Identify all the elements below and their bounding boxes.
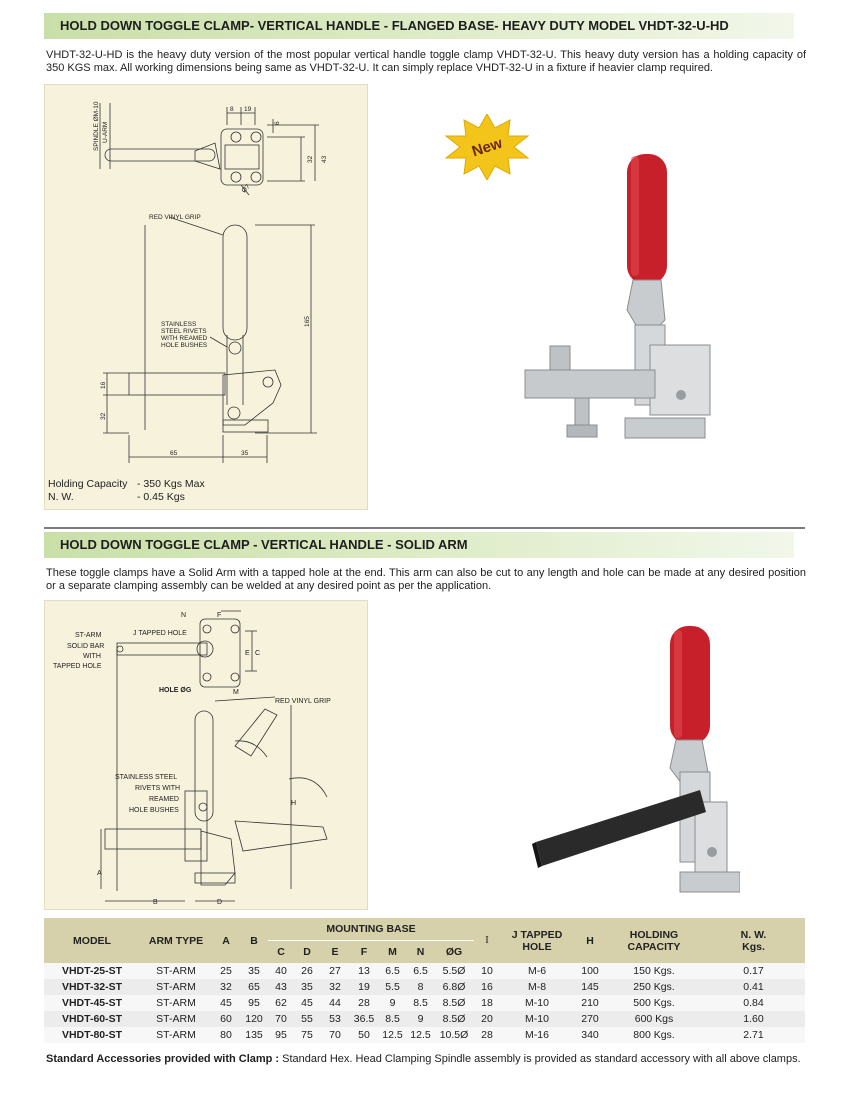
table-cell: 12.5 bbox=[378, 1027, 407, 1043]
section1-title: HOLD DOWN TOGGLE CLAMP- VERTICAL HANDLE - FLANGED BASE- HEAVY DUTY MODEL VHDT-32-U-HD bbox=[44, 13, 794, 39]
section2-title: HOLD DOWN TOGGLE CLAMP - VERTICAL HANDLE - SOLID ARM bbox=[44, 532, 794, 558]
table-cell: 600 Kgs bbox=[606, 1011, 702, 1027]
spindle-label: SPINDLE ØM-10 bbox=[93, 101, 100, 151]
table-cell: 70 bbox=[268, 1011, 294, 1027]
table-row bbox=[44, 979, 805, 995]
rivets2-label-4: HOLE BUSHES bbox=[129, 807, 179, 814]
table-cell: 32 bbox=[320, 979, 350, 995]
spec-nw-value: - 0.45 Kgs bbox=[137, 491, 185, 503]
table-cell: 10.5Ø bbox=[434, 1027, 474, 1043]
table-cell: 13 bbox=[350, 963, 378, 979]
section2-description: These toggle clamps have a Solid Arm with a tapped hole at the end. This arm can also be cut to any length and hole can be made at any desired position or a separate clamping assembly can be welded at any desired point as per the application. bbox=[46, 567, 806, 592]
label-n: N bbox=[181, 612, 187, 619]
footer-text: Standard Hex. Head Clamping Spindle assembly is provided as standard accessory with all above clamps. bbox=[279, 1053, 801, 1065]
table-cell-model: VHDT-25-ST bbox=[44, 963, 140, 979]
table-row bbox=[44, 963, 805, 979]
table-cell: 43 bbox=[268, 979, 294, 995]
red-vinyl-grip-label: RED VINYL GRIP bbox=[149, 214, 201, 221]
table-cell: 0.84 bbox=[702, 995, 805, 1011]
table-cell: 27 bbox=[320, 963, 350, 979]
dim-35: 35 bbox=[241, 450, 249, 457]
dim-43: 43 bbox=[321, 155, 328, 163]
section1-description: VHDT-32-U-HD is the heavy duty version of the most popular vertical handle toggle clamp VHDT-32-U. This heavy duty version has a holding capacity of 350 KGS max. All working dimensions being same as VHDT-32-U. It can simply replace VHDT-32-U in a fixture if heavier clamp required. bbox=[46, 49, 806, 74]
table-cell: 35 bbox=[294, 979, 320, 995]
th-h: H bbox=[574, 918, 606, 963]
th-g: ØG bbox=[434, 941, 474, 964]
table-cell: 270 bbox=[574, 1011, 606, 1027]
table-cell: 80 bbox=[212, 1027, 240, 1043]
table-cell: 6.5 bbox=[378, 963, 407, 979]
table-cell: 10 bbox=[474, 963, 500, 979]
label-d: D bbox=[217, 899, 223, 906]
dim-8: 8 bbox=[230, 106, 234, 113]
th-model: MODEL bbox=[44, 918, 140, 963]
th-m: M bbox=[378, 941, 407, 964]
th-n: N bbox=[407, 941, 434, 964]
table-cell: 28 bbox=[350, 995, 378, 1011]
table-cell: 53 bbox=[320, 1011, 350, 1027]
th-d: D bbox=[294, 941, 320, 964]
table-cell: 5.5Ø bbox=[434, 963, 474, 979]
label-b: B bbox=[153, 899, 158, 906]
table-cell: 210 bbox=[574, 995, 606, 1011]
table-cell: 8.5 bbox=[407, 995, 434, 1011]
table-row bbox=[44, 1011, 805, 1027]
table-cell: 8.5Ø bbox=[434, 1011, 474, 1027]
table-cell: 6.5 bbox=[407, 963, 434, 979]
table-cell-model: VHDT-60-ST bbox=[44, 1011, 140, 1027]
label-m: M bbox=[233, 689, 239, 696]
th-c: C bbox=[268, 941, 294, 964]
table-cell: 120 bbox=[240, 1011, 268, 1027]
th-a: A bbox=[212, 918, 240, 963]
th-cap-line2: CAPACITY bbox=[627, 940, 681, 953]
th-nw bbox=[702, 918, 805, 963]
table-cell: 100 bbox=[574, 963, 606, 979]
table-cell: 32 bbox=[212, 979, 240, 995]
table-cell: 20 bbox=[474, 1011, 500, 1027]
table-cell-model: VHDT-45-ST bbox=[44, 995, 140, 1011]
rivets2-label-2: RIVETS WITH bbox=[135, 785, 181, 792]
section2-drawing-panel bbox=[44, 600, 368, 910]
rivets2-label-1: STAINLESS STEEL bbox=[115, 774, 178, 781]
product-heavy-duty-clamp-image bbox=[515, 150, 725, 450]
table-cell: 6.8Ø bbox=[434, 979, 474, 995]
table-cell: 500 Kgs. bbox=[606, 995, 702, 1011]
th-f: F bbox=[350, 941, 378, 964]
table-cell: 36.5 bbox=[350, 1011, 378, 1027]
table-row bbox=[44, 995, 805, 1011]
table-cell: 135 bbox=[240, 1027, 268, 1043]
rivets-label-3: WITH REAMED bbox=[161, 335, 208, 342]
table-cell: 40 bbox=[268, 963, 294, 979]
table-cell: 28 bbox=[474, 1027, 500, 1043]
table-cell: 62 bbox=[268, 995, 294, 1011]
spec-holding-value: - 350 Kgs Max bbox=[137, 478, 205, 490]
table-cell: 65 bbox=[240, 979, 268, 995]
table-cell: ST-ARM bbox=[140, 979, 212, 995]
th-arm-type: ARM TYPE bbox=[140, 918, 212, 963]
solid-bar-label-3: TAPPED HOLE bbox=[53, 663, 102, 670]
table-cell: 45 bbox=[294, 995, 320, 1011]
section1-drawing-panel bbox=[44, 84, 368, 510]
standard-accessories-note bbox=[46, 1053, 806, 1066]
spec-holding-label: Holding Capacity bbox=[48, 478, 128, 490]
table-cell: 8.5 bbox=[378, 1011, 407, 1027]
dim-16: 16 bbox=[100, 381, 107, 389]
th-j-line1: J TAPPED bbox=[511, 928, 563, 941]
table-cell: 9 bbox=[378, 995, 407, 1011]
table-cell: M-6 bbox=[500, 963, 574, 979]
th-nw-line2: Kgs. bbox=[742, 940, 765, 953]
table-cell: ST-ARM bbox=[140, 963, 212, 979]
table-cell-model: VHDT-80-ST bbox=[44, 1027, 140, 1043]
table-cell: 8.5Ø bbox=[434, 995, 474, 1011]
table-cell: M-10 bbox=[500, 995, 574, 1011]
spec-nw-label: N. W. bbox=[48, 491, 74, 503]
rivets-label-4: HOLE BUSHES bbox=[161, 342, 208, 349]
table-cell: 95 bbox=[268, 1027, 294, 1043]
red-vinyl-grip-label-2: RED VINYL GRIP bbox=[275, 698, 331, 705]
table-cell: 145 bbox=[574, 979, 606, 995]
dim-19: 19 bbox=[244, 106, 252, 113]
table-cell: 0.41 bbox=[702, 979, 805, 995]
label-c: C bbox=[255, 650, 261, 657]
table-cell: 250 Kgs. bbox=[606, 979, 702, 995]
footer-bold: Standard Accessories provided with Clamp : bbox=[46, 1053, 280, 1065]
table-cell: 70 bbox=[320, 1027, 350, 1043]
table-cell: 9 bbox=[407, 1011, 434, 1027]
th-b: B bbox=[240, 918, 268, 963]
table-cell: 50 bbox=[350, 1027, 378, 1043]
th-j-line2: HOLE bbox=[522, 940, 552, 953]
th-i: I bbox=[474, 918, 500, 963]
th-nw-line1: N. W. bbox=[740, 928, 767, 941]
table-cell: M-8 bbox=[500, 979, 574, 995]
table-cell: 44 bbox=[320, 995, 350, 1011]
table-cell: M-10 bbox=[500, 1011, 574, 1027]
table-cell: 8 bbox=[407, 979, 434, 995]
table-cell: 800 Kgs. bbox=[606, 1027, 702, 1043]
table-cell: 16 bbox=[474, 979, 500, 995]
dim-165: 165 bbox=[304, 316, 311, 327]
solid-bar-label-1: SOLID BAR bbox=[67, 643, 105, 650]
table-cell: 35 bbox=[240, 963, 268, 979]
section2-technical-drawing bbox=[45, 601, 369, 911]
th-holding-capacity bbox=[606, 918, 702, 963]
rivets-label-2: STEEL RIVETS bbox=[161, 328, 207, 335]
dim-32-side: 32 bbox=[100, 412, 107, 420]
table-cell: 12.5 bbox=[407, 1027, 434, 1043]
rivets-label-1: STAINLESS bbox=[161, 321, 197, 328]
table-cell: ST-ARM bbox=[140, 1011, 212, 1027]
solid-bar-label-2: WITH bbox=[83, 653, 101, 660]
label-f: F bbox=[217, 612, 222, 619]
label-a: A bbox=[97, 870, 102, 877]
table-cell: 1.60 bbox=[702, 1011, 805, 1027]
table-cell: 75 bbox=[294, 1027, 320, 1043]
j-tapped-label: J TAPPED HOLE bbox=[133, 630, 187, 637]
rivets2-label-3: REAMED bbox=[149, 796, 179, 803]
dim-65: 65 bbox=[170, 450, 178, 457]
st-arm-label: ST-ARM bbox=[75, 632, 102, 639]
table-cell: 60 bbox=[212, 1011, 240, 1027]
table-cell: ST-ARM bbox=[140, 1027, 212, 1043]
table-cell: 25 bbox=[212, 963, 240, 979]
th-j-tapped-hole bbox=[500, 918, 574, 963]
table-row bbox=[44, 1027, 805, 1043]
table-cell: 45 bbox=[212, 995, 240, 1011]
label-h: H bbox=[291, 800, 297, 807]
th-mounting-base: MOUNTING BASE bbox=[268, 918, 474, 941]
table-cell: 19 bbox=[350, 979, 378, 995]
hole-g-label: HOLE ØG bbox=[159, 687, 192, 694]
table-cell: 18 bbox=[474, 995, 500, 1011]
table-cell: 0.17 bbox=[702, 963, 805, 979]
table-cell: 2.71 bbox=[702, 1027, 805, 1043]
label-e: E bbox=[245, 650, 250, 657]
section1-technical-drawing bbox=[45, 85, 369, 511]
dim-6: 6 bbox=[274, 121, 281, 125]
table-cell: ST-ARM bbox=[140, 995, 212, 1011]
dim-o7: Ø7 bbox=[240, 183, 252, 195]
product-solid-arm-clamp-image bbox=[530, 622, 740, 902]
table-cell: 5.5 bbox=[378, 979, 407, 995]
table-cell: M-16 bbox=[500, 1027, 574, 1043]
table-cell: 95 bbox=[240, 995, 268, 1011]
new-badge-text: New bbox=[469, 134, 505, 161]
dim-32-top: 32 bbox=[307, 155, 314, 163]
spec-table bbox=[44, 918, 805, 1043]
table-cell-model: VHDT-32-ST bbox=[44, 979, 140, 995]
table-cell: 150 Kgs. bbox=[606, 963, 702, 979]
section-divider bbox=[44, 527, 805, 529]
th-cap-line1: HOLDING bbox=[629, 928, 679, 941]
table-cell: 26 bbox=[294, 963, 320, 979]
th-e: E bbox=[320, 941, 350, 964]
table-cell: 55 bbox=[294, 1011, 320, 1027]
table-cell: 340 bbox=[574, 1027, 606, 1043]
u-arm-label: U-ARM bbox=[102, 121, 109, 143]
